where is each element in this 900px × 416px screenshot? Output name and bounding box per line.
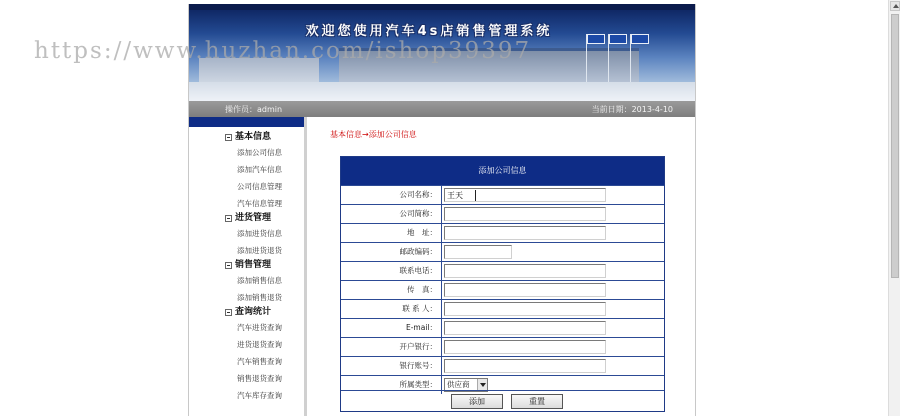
sidebar-item-car-manage[interactable]: 汽车信息管理: [237, 199, 282, 208]
banner-title: 欢迎您使用汽车4s店销售管理系统: [305, 24, 553, 39]
company-short-label: 公司简称：: [341, 205, 442, 223]
sidebar-item-add-purchase[interactable]: 添加进货信息: [237, 229, 282, 238]
banner-building-main: [339, 48, 639, 84]
sidebar-category-sales[interactable]: [189, 259, 304, 272]
bank-input[interactable]: [444, 340, 606, 354]
sidebar-item-add-sale[interactable]: 添加销售信息: [237, 276, 282, 285]
header-banner: [189, 4, 696, 101]
sidebar-category-label: 销售管理: [235, 260, 272, 270]
operator-label: 操作员：admin: [225, 105, 283, 114]
account-input[interactable]: [444, 359, 606, 373]
collapse-icon[interactable]: [225, 309, 232, 316]
form-row-address: [341, 223, 664, 242]
scrollbar-thumb[interactable]: [891, 14, 899, 278]
main-content: [310, 117, 696, 416]
sidebar-item-car-sale-query[interactable]: 汽车销售查询: [237, 357, 282, 366]
sidebar-group-sales: [189, 259, 304, 306]
sidebar-group-purchase: [189, 212, 304, 259]
sidebar-item-purchase-return-query[interactable]: 进货退货查询: [237, 340, 282, 349]
sidebar-item-add-purchase-return[interactable]: 添加进货退货: [237, 246, 282, 255]
collapse-icon[interactable]: [225, 134, 232, 141]
form-row-fax: [341, 280, 664, 299]
sidebar-item-add-car[interactable]: 添加汽车信息: [237, 165, 282, 174]
email-label: E-mail：: [341, 319, 442, 337]
flag-icon: [631, 34, 649, 44]
sidebar-header-bar: [189, 117, 304, 127]
banner-top-bar: [189, 4, 696, 10]
banner-ground: [189, 82, 696, 101]
company-name-input[interactable]: [444, 188, 606, 202]
sidebar-category-purchase[interactable]: [189, 212, 304, 225]
collapse-icon[interactable]: [225, 215, 232, 222]
add-company-form: [340, 156, 665, 412]
watermark: https://www.huzhan.com/ishop39397: [34, 38, 532, 64]
bank-label: 开户银行：: [341, 338, 442, 356]
form-row-phone: [341, 261, 664, 280]
flag-icon: [609, 34, 627, 44]
postcode-label: 邮政编码：: [341, 243, 442, 261]
sidebar-category-label: 查询统计: [235, 307, 272, 317]
sidebar-item-company-manage[interactable]: 公司信息管理: [237, 182, 282, 191]
fax-label: 传 真：: [341, 281, 442, 299]
fax-input[interactable]: [444, 283, 606, 297]
vertical-scrollbar[interactable]: [888, 0, 900, 416]
contact-label: 联 系 人：: [341, 300, 442, 318]
form-button-row: [341, 390, 664, 410]
contact-input[interactable]: [444, 302, 606, 316]
flag-icon: [587, 34, 605, 44]
add-button[interactable]: 添加: [451, 394, 503, 409]
sidebar-item-add-sale-return[interactable]: 添加销售退货: [237, 293, 282, 302]
sidebar-category-basic[interactable]: [189, 131, 304, 144]
form-row-contact: [341, 299, 664, 318]
sidebar-category-label: 基本信息: [235, 132, 272, 142]
sidebar-category-label: 进货管理: [235, 213, 272, 223]
company-name-label: 公司名称：: [341, 186, 442, 204]
address-label: 地 址：: [341, 224, 442, 242]
form-row-bank: [341, 337, 664, 356]
scroll-up-arrow-icon[interactable]: [890, 1, 900, 11]
form-row-company-short: [341, 204, 664, 223]
sidebar-category-query[interactable]: [189, 306, 304, 319]
collapse-icon[interactable]: [225, 262, 232, 269]
form-row-company-name: [341, 185, 664, 204]
sidebar-item-car-purchase-query[interactable]: 汽车进货查询: [237, 323, 282, 332]
company-short-input[interactable]: [444, 207, 606, 221]
email-input[interactable]: [444, 321, 606, 335]
text-cursor-icon: [475, 190, 480, 201]
form-title: 添加公司信息: [341, 157, 664, 185]
phone-label: 联系电话：: [341, 262, 442, 280]
form-row-email: [341, 318, 664, 337]
account-label: 银行账号：: [341, 357, 442, 375]
sidebar-item-add-company[interactable]: 添加公司信息: [237, 148, 282, 157]
sidebar: [189, 117, 307, 416]
status-bar: [189, 101, 696, 117]
postcode-input[interactable]: [444, 245, 512, 259]
reset-button[interactable]: 重置: [511, 394, 563, 409]
type-label: 所属类型：: [341, 376, 442, 394]
app-frame: [188, 4, 696, 416]
type-selected-value: 供应商: [447, 380, 470, 389]
sidebar-group-basic: [189, 131, 304, 212]
breadcrumb: 基本信息→添加公司信息: [330, 130, 417, 139]
phone-input[interactable]: [444, 264, 606, 278]
form-row-account: [341, 356, 664, 375]
sidebar-item-car-stock-query[interactable]: 汽车库存查询: [237, 391, 282, 400]
form-row-postcode: [341, 242, 664, 261]
sidebar-group-query: [189, 306, 304, 404]
current-date: 当前日期：2013-4-10: [591, 105, 673, 114]
sidebar-item-sale-return-query[interactable]: 销售退货查询: [237, 374, 282, 383]
address-input[interactable]: [444, 226, 606, 240]
